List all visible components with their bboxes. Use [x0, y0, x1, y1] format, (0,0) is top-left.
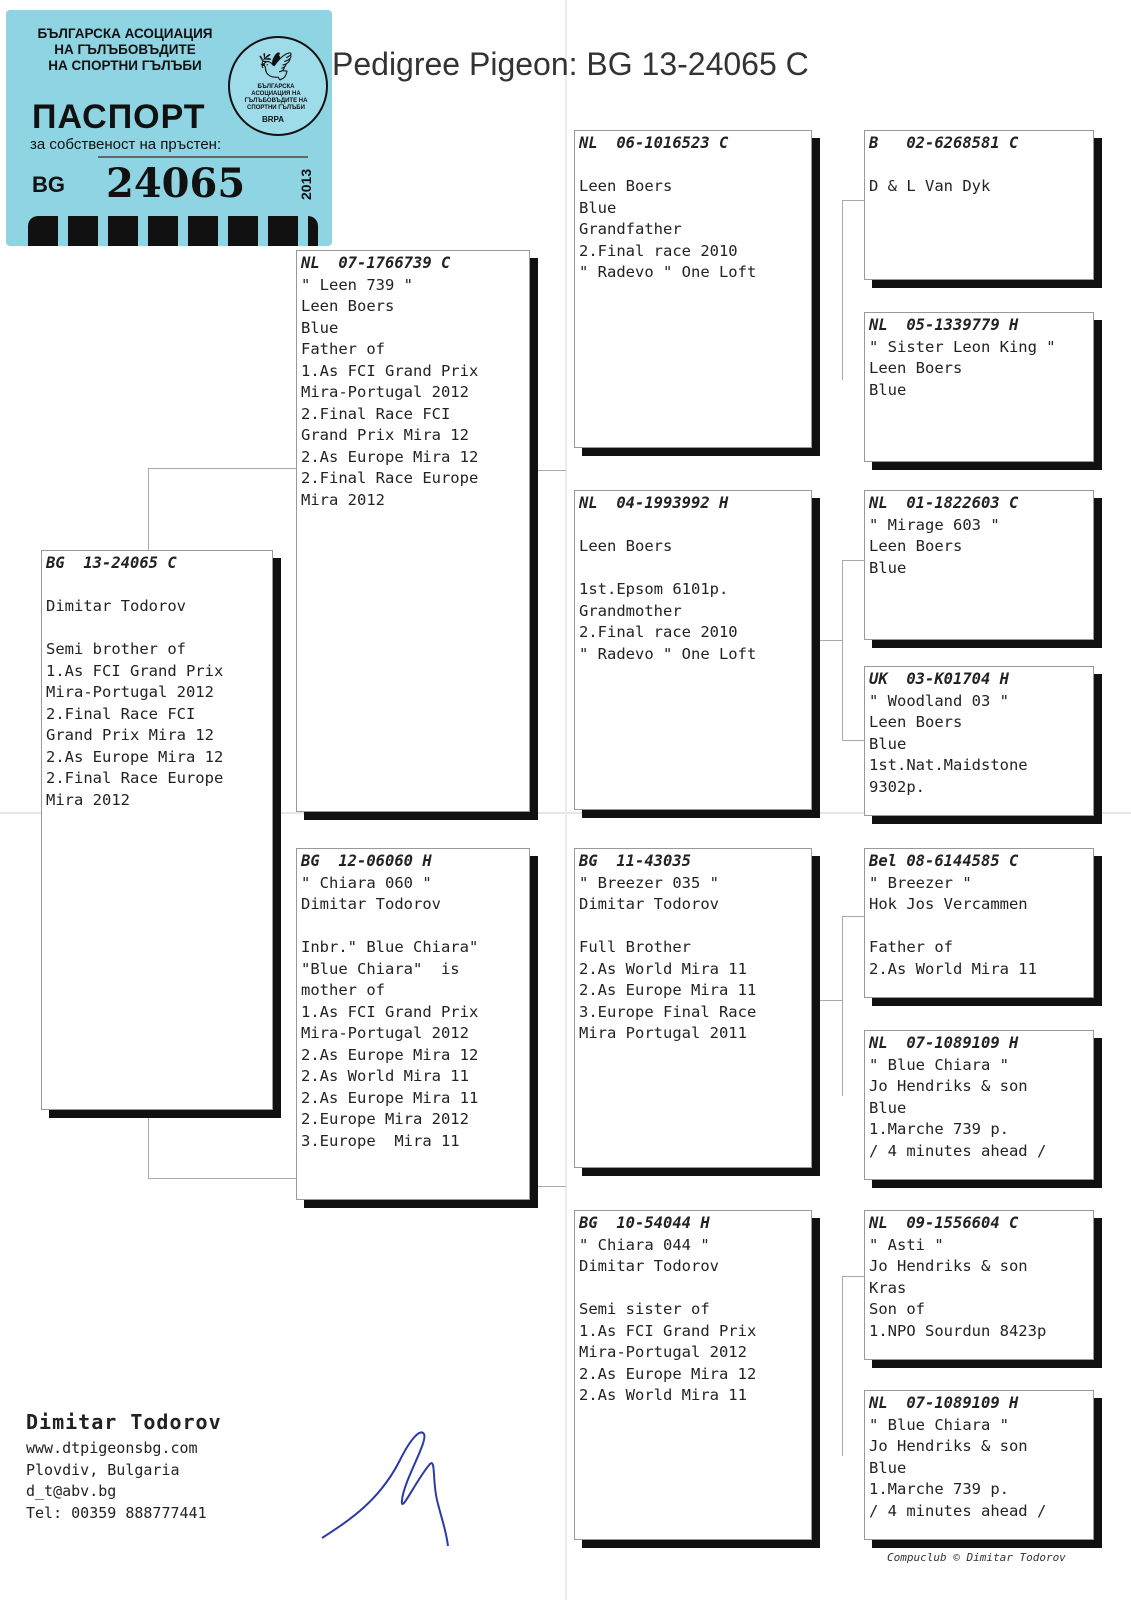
card-line	[579, 558, 807, 580]
pigeon-card-great-grandparent	[864, 1210, 1094, 1360]
card-line: " Woodland 03 "	[869, 691, 1009, 710]
card-line: " Sister Leon King "	[869, 337, 1056, 356]
card-line: Mira-Portugal 2012	[301, 383, 469, 401]
card-line: Semi brother of	[46, 640, 186, 658]
card-line	[46, 575, 268, 597]
card-line: Mira Portugal 2011	[579, 1024, 747, 1042]
card-line: 1.As FCI Grand Prix	[301, 361, 479, 380]
card-line: 2.As World Mira 11	[579, 959, 747, 978]
passport-ring-number: 24065	[106, 160, 246, 207]
connector-line	[842, 1276, 843, 1456]
card-line: 1.NPO Sourdun 8423p	[869, 1321, 1047, 1340]
ring-number: NL 07-1089109 H	[869, 1034, 1019, 1052]
card-line: Mira-Portugal 2012	[46, 683, 214, 701]
card-line: Semi sister of	[579, 1300, 710, 1318]
card-line: Grand Prix Mira 12	[46, 726, 214, 744]
card-line: Father of	[301, 340, 385, 358]
card-line: Son of	[869, 1300, 925, 1318]
card-line: Mira-Portugal 2012	[301, 1024, 469, 1042]
connector-line	[148, 468, 149, 552]
pigeon-card-great-grandparent	[864, 666, 1094, 816]
ring-number: BG 13-24065 C	[46, 554, 177, 572]
card-line	[46, 618, 268, 640]
breeder-email[interactable]: d_t@abv.bg	[26, 1482, 117, 1500]
pigeon-card-paternal-grandmother	[574, 490, 812, 810]
card-line: Full Brother	[579, 938, 691, 956]
breeder-location: Plovdiv, Bulgaria	[26, 1460, 180, 1479]
card-line: Dimitar Todorov	[301, 895, 441, 913]
ring-number: BG 11-43035	[579, 852, 691, 870]
card-line: " Breezer "	[869, 873, 972, 892]
card-line: Jo Hendriks & son	[869, 1257, 1028, 1275]
card-line: 1.As FCI Grand Prix	[579, 1321, 757, 1340]
paper-fold-vertical	[565, 0, 567, 1600]
card-line	[579, 1278, 807, 1300]
connector-line	[842, 916, 843, 1096]
card-line: 1.Marche 739 p.	[869, 1120, 1009, 1138]
card-line: 2.Europe Mira 2012	[301, 1110, 469, 1128]
passport-country: BG	[32, 172, 65, 197]
pigeon-card-great-grandparent	[864, 490, 1094, 640]
ring-number: NL 07-1766739 C	[301, 254, 451, 272]
connector-line	[534, 470, 566, 471]
card-line: 2.Final race 2010	[579, 623, 738, 641]
card-line	[579, 515, 807, 537]
pigeon-card-great-grandparent	[864, 848, 1094, 998]
pigeon-card-paternal-grandfather	[574, 130, 812, 448]
card-line: 1.As FCI Grand Prix	[46, 661, 224, 680]
ring-number: NL 01-1822603 C	[869, 494, 1019, 512]
card-line	[579, 155, 807, 177]
card-line: mother of	[301, 981, 385, 999]
ring-number: B 02-6268581 C	[869, 134, 1019, 152]
card-line: Mira-Portugal 2012	[579, 1343, 747, 1361]
card-line: Blue	[869, 1098, 907, 1117]
card-line	[869, 916, 1089, 938]
card-line: 3.Europe Mira 11	[301, 1131, 460, 1150]
pigeon-card-maternal-grandmother	[574, 1210, 812, 1540]
passport-organization	[20, 26, 230, 74]
card-line: 2.Final race 2010	[579, 241, 738, 260]
ring-number: UK 03-K01704 H	[869, 670, 1009, 688]
passport-divider	[98, 156, 308, 158]
card-line: Leen Boers	[579, 177, 673, 195]
connector-line	[148, 468, 296, 469]
card-line: Blue	[869, 1458, 907, 1477]
card-line: Leen Boers	[869, 359, 963, 377]
card-line: 1st.Epsom 6101p.	[579, 580, 729, 598]
card-line: Dimitar Todorov	[46, 597, 186, 615]
ring-number: BG 12-06060 H	[301, 852, 432, 870]
card-line: 3.Europe Final Race	[579, 1002, 757, 1021]
breeder-name: Dimitar Todorov	[26, 1410, 222, 1434]
card-line: 2.Final Race FCI	[46, 704, 196, 723]
pigeon-card-great-grandparent	[864, 1390, 1094, 1540]
connector-line	[842, 200, 864, 201]
connector-line	[842, 200, 843, 380]
card-line: 2.As Europe Mira 12	[46, 747, 224, 766]
card-line: 2.As Europe Mira 11	[301, 1088, 479, 1107]
card-line: " Radevo " One Loft	[579, 263, 757, 281]
connector-line	[842, 916, 864, 917]
connector-line	[148, 1098, 149, 1178]
card-line: 2.Final Race Europe	[46, 769, 224, 787]
connector-line	[820, 1000, 842, 1001]
breeder-contact	[26, 1410, 222, 1524]
logo-abbreviation: BRPA	[262, 115, 285, 124]
pigeon-card-great-grandparent	[864, 312, 1094, 462]
breeder-phone: Tel: 00359 888777441	[26, 1503, 207, 1522]
card-line: " Chiara 044 "	[579, 1235, 710, 1254]
connector-line	[842, 560, 843, 740]
pigeon-card-great-grandparent	[864, 1030, 1094, 1180]
connector-line	[534, 1186, 566, 1187]
card-line: Blue	[869, 734, 907, 753]
card-line	[579, 916, 807, 938]
card-line: " Radevo " One Loft	[579, 644, 757, 663]
card-line: Grandfather	[579, 220, 682, 238]
card-line: Leen Boers	[301, 297, 395, 315]
card-line: 2.As World Mira 11	[301, 1067, 469, 1085]
card-line: Inbr." Blue Chiara"	[301, 938, 479, 956]
passport-subtitle: за собственост на пръстен:	[30, 136, 222, 153]
card-line	[301, 916, 525, 938]
pigeon-card-maternal-grandfather	[574, 848, 812, 1168]
card-line: Blue	[869, 558, 907, 577]
ring-number: NL 04-1993992 H	[579, 494, 729, 512]
handwritten-signature	[320, 1420, 460, 1550]
passport-org-line: БЪЛГАРСКА АСОЦИАЦИЯ	[37, 26, 213, 41]
card-line: Leen Boers	[869, 713, 963, 731]
footer-credit: Compuclub © Dimitar Todorov	[887, 1551, 1066, 1564]
passport-org-line: НА СПОРТНИ ГЪЛЪБИ	[48, 58, 202, 73]
card-line: D & L Van Dyk	[869, 177, 991, 195]
card-line: 9302p.	[869, 777, 925, 796]
card-line: 1st.Nat.Maidstone	[869, 756, 1028, 774]
ring-number: Bel 08-6144585 C	[869, 852, 1019, 870]
card-line: Dimitar Todorov	[579, 895, 719, 913]
card-line: 2.As Europe Mira 12	[301, 1045, 479, 1064]
card-line: Jo Hendriks & son	[869, 1077, 1028, 1095]
ring-number: NL 05-1339779 H	[869, 316, 1019, 334]
passport-heading: ПАСПОРТ	[32, 98, 206, 136]
connector-line	[820, 640, 842, 641]
card-line: 2.As World Mira 11	[579, 1386, 747, 1404]
card-line: 2.As Europe Mira 11	[579, 981, 757, 999]
card-line: 1.As FCI Grand Prix	[301, 1002, 479, 1021]
card-line: " Blue Chiara "	[869, 1415, 1009, 1434]
card-line: 2.As World Mira 11	[869, 959, 1037, 978]
passport-org-line: НА ГЪЛЪБОВЪДИТЕ	[54, 42, 196, 57]
card-line: Mira 2012	[301, 490, 385, 509]
pigeon-card-main	[41, 550, 273, 1110]
pigeon-card-great-grandparent	[864, 130, 1094, 280]
ring-passport-sticker	[6, 10, 332, 246]
card-line: / 4 minutes ahead /	[869, 1501, 1047, 1520]
card-line: Hok Jos Vercammen	[869, 895, 1028, 913]
card-line: 2.Final Race Europe	[301, 469, 479, 487]
connector-line	[842, 740, 864, 741]
card-line: Grandmother	[579, 601, 682, 620]
card-line: Jo Hendriks & son	[869, 1437, 1028, 1455]
card-line: / 4 minutes ahead /	[869, 1141, 1047, 1160]
ring-number: NL 09-1556604 C	[869, 1214, 1019, 1232]
ring-number: BG 10-54044 H	[579, 1214, 710, 1232]
card-line: " Mirage 603 "	[869, 515, 1000, 534]
card-line: Blue	[869, 380, 907, 399]
ring-number: NL 07-1089109 H	[869, 1394, 1019, 1412]
card-line: Dimitar Todorov	[579, 1257, 719, 1275]
card-line: 2.Final Race FCI	[301, 404, 451, 423]
logo-text: БЪЛГАРСКА АСОЦИАЦИЯ НА ГЪЛЪБОВЪДИТЕ НА СПОРТНИ ГЪЛЪБИ	[244, 84, 308, 111]
card-line: Mira 2012	[46, 790, 130, 809]
card-line: "Blue Chiara" is	[301, 959, 460, 978]
card-line: Father of	[869, 938, 953, 956]
card-line: 1.Marche 739 p.	[869, 1480, 1009, 1498]
card-line: Leen Boers	[579, 537, 673, 555]
card-line	[869, 155, 1089, 177]
passport-barcode-pattern	[28, 216, 318, 246]
card-line: 2.As Europe Mira 12	[301, 447, 479, 466]
card-line: Blue	[301, 318, 339, 337]
page-title: Pedigree Pigeon: BG 13-24065 C	[332, 46, 809, 82]
card-line: Blue	[579, 198, 617, 217]
breeder-website[interactable]: www.dtpigeonsbg.com	[26, 1439, 198, 1457]
connector-line	[148, 1178, 296, 1179]
card-line: Kras	[869, 1278, 907, 1297]
connector-line	[842, 1276, 864, 1277]
card-line: " Blue Chiara "	[869, 1055, 1009, 1074]
card-line: Leen Boers	[869, 537, 963, 555]
connector-line	[842, 560, 864, 561]
pigeon-card-mother	[296, 848, 530, 1200]
ring-number: NL 06-1016523 C	[579, 134, 729, 152]
card-line: Grand Prix Mira 12	[301, 426, 469, 444]
card-line: " Asti "	[869, 1235, 944, 1254]
card-line: " Leen 739 "	[301, 275, 413, 294]
card-line: " Breezer 035 "	[579, 873, 719, 892]
passport-year: 2013	[298, 168, 314, 200]
card-line: 2.As Europe Mira 12	[579, 1364, 757, 1383]
pigeon-card-father	[296, 250, 530, 812]
pigeon-icon: 🕊	[258, 50, 294, 83]
card-line: " Chiara 060 "	[301, 873, 432, 892]
